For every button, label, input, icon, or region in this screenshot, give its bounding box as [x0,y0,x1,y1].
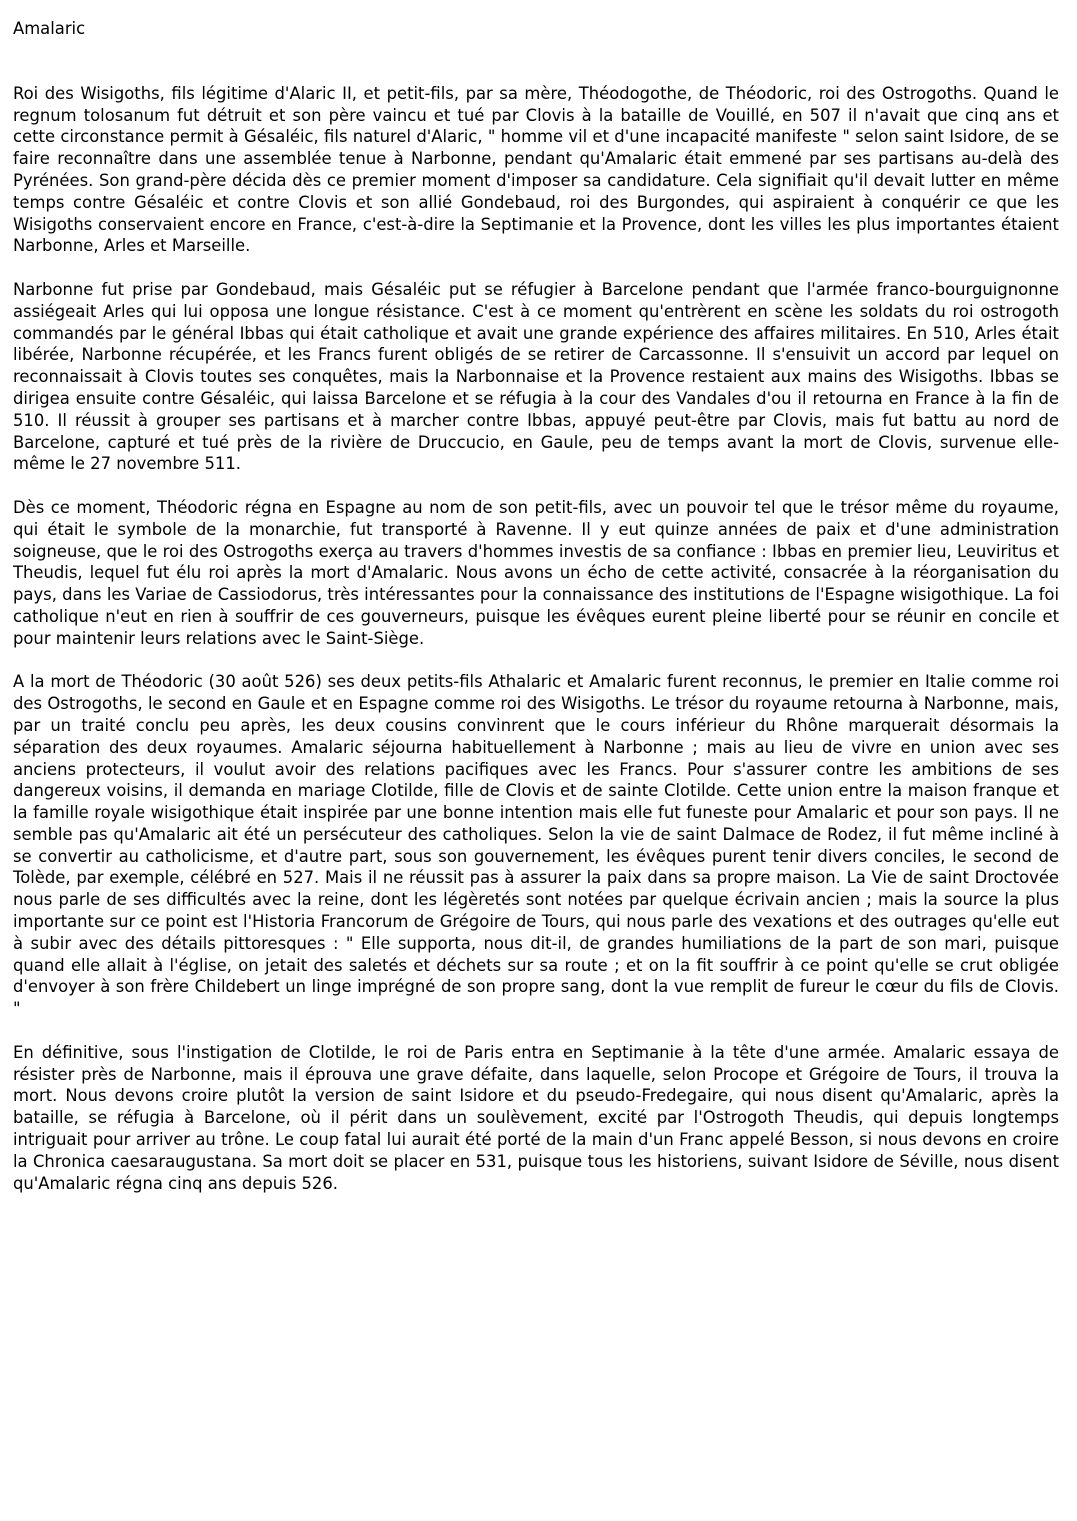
document-title: Amalaric [13,19,86,38]
paragraph-1: Roi des Wisigoths, fils légitime d'Alaric II, et petit-fils, par sa mère, Théodogothe, de Théodoric, roi des Ostrogoths. Quand le regnum tolosanum fut détruit et son père vaincu et tué par Clovis à la bataille de Vouillé, en 507 il n'avait que cinq ans et cette circonstance permit à Gésaléic, fils naturel d'Alaric, " homme vil et d'une incapacité manifeste " selon saint Isidore, de se faire reconnaître dans une assemblée tenue à Narbonne, pendant qu'Amalaric était emmené par ses partisans au-delà des Pyrénées. Son grand-père décida dès ce premier moment d'imposer sa candidature. Cela signifiait qu'il devait lutter en même temps contre Gésaléic et contre Clovis et son allié Gondebaud, roi des Burgondes, qui aspiraient à conquérir ce que les Wisigoths conservaient encore en France, c'est-à-dire la Septimanie et la Provence, dont les villes les plus importantes étaient Narbonne, Arles et Marseille. [13,83,1059,256]
document-page [13,18,1059,1216]
paragraph-4: A la mort de Théodoric (30 août 526) ses deux petits-fils Athalaric et Amalaric furent reconnus, le premier en Italie comme roi des Ostrogoths, le second en Gaule et en Espagne comme roi des Wisigoths. Le trésor du royaume retourna à Narbonne, mais, par un traité conclu peu après, les deux cousins convinrent que le cours inférieur du Rhône marquerait désormais la séparation des deux royaumes. Amalaric séjourna habituellement à Narbonne ; mais au lieu de vivre en union avec ses anciens protecteurs, il voulut avoir des relations pacifiques avec les Francs. Pour s'assurer contre les ambitions de ses dangereux voisins, il demanda en mariage Clotilde, fille de Clovis et de sainte Clotilde. Cette union entre la maison franque et la famille royale wisigothique était inspirée par une bonne intention mais elle fut funeste pour Amalaric et pour son pays. Il ne semble pas qu'Amalaric ait été un persécuteur des catholiques. Selon la vie de saint Dalmace de Rodez, il fut même incliné à se convertir au catholicisme, et d'autre part, sous son gouvernement, les évêques purent tenir divers conciles, le second de Tolède, par exemple, célébré en 527. Mais il ne réussit pas à assurer la paix dans sa propre maison. La Vie de saint Droctovée nous parle de ses difficultés avec la reine, dont les légèretés sont notées par quelque écrivain ancien ; mais la source la plus importante sur ce point est l'Historia Francorum de Grégoire de Tours, qui nous parle des vexations et des outrages qu'elle eut à subir avec des détails pittoresques : " Elle supporta, nous dit-il, de grandes humiliations de la part de son mari, puisque quand elle allait à l'église, on jetait des saletés et déchets sur sa route ; et on la fit souffrir à ce point qu'elle se crut obligée d'envoyer à son frère Childebert un linge imprégné de son propre sang, dont la vue remplit de fureur le cœur du fils de Clovis. " [13,672,1059,1019]
paragraph-3: Dès ce moment, Théodoric régna en Espagne au nom de son petit-fils, avec un pouvoir tel que le trésor même du royaume, qui était le symbole de la monarchie, fut transporté à Ravenne. Il y eut quinze années de paix et d'une administration soigneuse, que le roi des Ostrogoths exerça au travers d'hommes investis de sa confiance : Ibbas en premier lieu, Leuviritus et Theudis, lequel fut élu roi après la mort d'Amalaric. Nous avons un écho de cette activité, consacrée à la réorganisation du pays, dans les Variae de Cassiodorus, très intéressantes pour la connaissance des institutions de l'Espagne wisigothique. La foi catholique n'eut en rien à souffrir de ces gouverneurs, puisque les évêques eurent pleine liberté pour se réunir en concile et pour maintenir leurs relations avec le Saint-Siège. [13,497,1059,648]
paragraph-5: En définitive, sous l'instigation de Clotilde, le roi de Paris entra en Septimanie à la tête d'une armée. Amalaric essaya de résister près de Narbonne, mais il éprouva une grave défaite, dans laquelle, selon Procope et Grégoire de Tours, il trouva la mort. Nous devons croire plutôt la version de saint Isidore et du pseudo-Fredegaire, qui nous disent qu'Amalaric, après la bataille, se réfugia à Barcelone, où il périt dans un soulèvement, excité par l'Ostrogoth Theudis, qui depuis longtemps intriguait pour arriver au trône. Le coup fatal lui aurait été porté de la main d'un Franc appelé Besson, si nous devons en croire la Chronica caesaraugustana. Sa mort doit se placer en 531, puisque tous les historiens, suivant Isidore de Séville, nous disent qu'Amalaric régna cinq ans depuis 526. [13,1042,1059,1193]
paragraph-2: Narbonne fut prise par Gondebaud, mais Gésaléic put se réfugier à Barcelone pendant que l'armée franco-bourguignonne assiégeait Arles qui lui opposa une longue résistance. C'est à ce moment qu'entrèrent en scène les soldats du roi ostrogoth commandés par le général Ibbas qui était catholique et avait une grande expérience des affaires militaires. En 510, Arles était libérée, Narbonne récupérée, et les Francs furent obligés de se retirer de Carcassonne. Il s'ensuivit un accord par lequel on reconnaissait à Clovis toutes ses conquêtes, mais la Narbonnaise et la Provence restaient aux mains des Wisigoths. Ibbas se dirigea ensuite contre Gésaléic, qui laissa Barcelone et se réfugia à la cour des Vandales d'ou il retourna en France à la fin de 510. Il réussit à grouper ses partisans et à marcher contre Ibbas, appuyé peut-être par Clovis, mais fut battu au nord de Barcelone, capturé et tué près de la rivière de Druccucio, en Gaule, peu de temps avant la mort de Clovis, survenue elle-même le 27 novembre 511. [13,279,1059,474]
